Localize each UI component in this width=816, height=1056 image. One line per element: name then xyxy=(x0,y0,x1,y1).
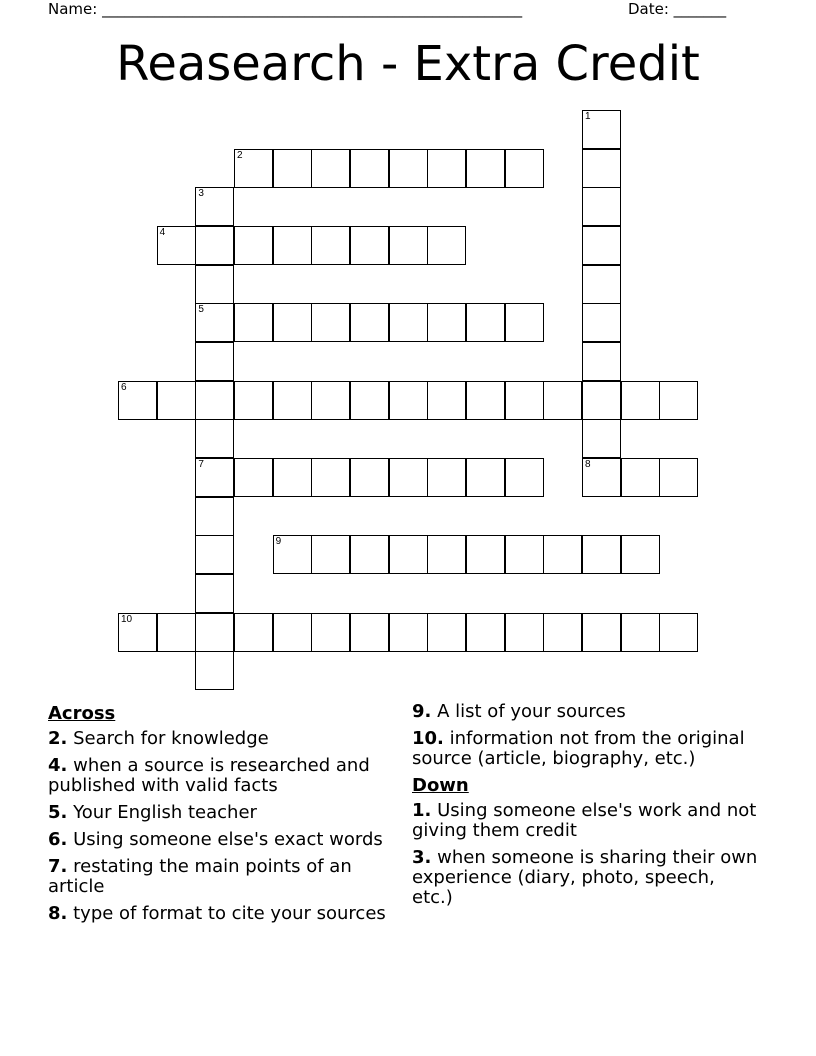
crossword-cell[interactable] xyxy=(505,381,544,420)
date-field-label: Date: _______ xyxy=(628,0,727,18)
crossword-cell[interactable] xyxy=(350,458,389,497)
crossword-cell[interactable] xyxy=(350,381,389,420)
crossword-cell[interactable] xyxy=(389,303,428,342)
crossword-cell[interactable] xyxy=(234,149,273,188)
crossword-cell[interactable] xyxy=(273,381,312,420)
crossword-cell[interactable] xyxy=(621,381,660,420)
crossword-cell[interactable] xyxy=(350,613,389,652)
clue-item-text: A list of your sources xyxy=(437,701,626,722)
crossword-cell[interactable] xyxy=(582,342,621,381)
name-field-label: Name: ________________________________________________________ xyxy=(48,0,523,18)
clue-item-text: type of format to cite your sources xyxy=(73,903,386,924)
crossword-cell[interactable] xyxy=(195,303,234,342)
clue-item-number: 4. xyxy=(48,755,68,776)
clue-item-number: 10. xyxy=(412,728,444,749)
crossword-cell[interactable] xyxy=(118,381,157,420)
down-clue-list xyxy=(412,801,758,908)
clue-item-text: Using someone else's work and not giving them credit xyxy=(412,800,757,841)
crossword-cell[interactable] xyxy=(659,381,698,420)
crossword-cell[interactable] xyxy=(389,535,428,574)
crossword-cell[interactable] xyxy=(543,535,582,574)
crossword-cell[interactable] xyxy=(195,613,234,652)
page-title: Reasearch - Extra Credit xyxy=(116,36,700,92)
crossword-cell[interactable] xyxy=(582,265,621,304)
clue-item-number: 2. xyxy=(48,728,68,749)
crossword-cell[interactable] xyxy=(543,613,582,652)
clue-number: 4 xyxy=(159,227,166,238)
clue-item xyxy=(412,702,758,722)
clue-item-text: Your English teacher xyxy=(73,802,257,823)
clue-item-number: 8. xyxy=(48,903,68,924)
clue-item xyxy=(48,830,394,850)
crossword-cell[interactable] xyxy=(466,613,505,652)
crossword-cell[interactable] xyxy=(427,381,466,420)
crossword-cell[interactable] xyxy=(195,535,234,574)
crossword-cell[interactable] xyxy=(234,381,273,420)
crossword-cell[interactable] xyxy=(273,303,312,342)
crossword-cell[interactable] xyxy=(582,187,621,226)
crossword-cell[interactable] xyxy=(118,613,157,652)
crossword-cell[interactable] xyxy=(427,535,466,574)
clue-number: 1 xyxy=(585,111,591,122)
crossword-cell[interactable] xyxy=(350,149,389,188)
clue-item xyxy=(48,803,394,823)
crossword-cell[interactable] xyxy=(505,149,544,188)
crossword-cell[interactable] xyxy=(195,187,234,226)
clue-item xyxy=(412,801,758,841)
crossword-cell[interactable] xyxy=(427,458,466,497)
clue-item-text: when a source is researched and published with valid facts xyxy=(48,755,370,796)
clue-item-number: 3. xyxy=(412,847,432,868)
clue-item-number: 1. xyxy=(412,800,432,821)
crossword-cell[interactable] xyxy=(273,458,312,497)
crossword-cell[interactable] xyxy=(195,342,234,381)
crossword-cell[interactable] xyxy=(311,226,350,265)
crossword-cell[interactable] xyxy=(466,303,505,342)
clue-number: 10 xyxy=(121,613,133,625)
clue-item-text: restating the main points of an article xyxy=(48,856,352,897)
crossword-cell[interactable] xyxy=(195,226,234,265)
crossword-cell[interactable] xyxy=(582,419,621,458)
crossword-cell[interactable] xyxy=(427,226,466,265)
crossword-cell[interactable] xyxy=(466,149,505,188)
clue-item-number: 7. xyxy=(48,856,68,877)
crossword-cell[interactable] xyxy=(195,497,234,536)
clue-item-number: 5. xyxy=(48,802,68,823)
clue-number: 9 xyxy=(275,536,282,548)
clues-column-left xyxy=(48,702,394,931)
clue-item-text: when someone is sharing their own experience (diary, photo, speech, etc.) xyxy=(412,847,758,908)
crossword-cell[interactable] xyxy=(195,574,234,613)
crossword-cell[interactable] xyxy=(195,381,234,420)
crossword-cell[interactable] xyxy=(389,226,428,265)
crossword-cell[interactable] xyxy=(234,458,273,497)
crossword-cell[interactable] xyxy=(582,381,621,420)
crossword-cell[interactable] xyxy=(157,381,196,420)
clue-item xyxy=(48,857,394,897)
crossword-cell[interactable] xyxy=(505,613,544,652)
across-heading: Across xyxy=(48,703,116,724)
crossword-cell[interactable] xyxy=(505,303,544,342)
clue-item-text: Using someone else's exact words xyxy=(73,829,383,850)
crossword-cell[interactable] xyxy=(582,535,621,574)
crossword-cell[interactable] xyxy=(582,226,621,265)
clue-number: 2 xyxy=(237,149,243,161)
crossword-cell[interactable] xyxy=(195,651,234,690)
crossword-cell[interactable] xyxy=(389,149,428,188)
clue-number: 3 xyxy=(198,188,204,200)
crossword-cell[interactable] xyxy=(505,458,544,497)
crossword-cell[interactable] xyxy=(659,458,698,497)
clue-number: 6 xyxy=(121,381,127,393)
crossword-cell[interactable] xyxy=(582,149,621,188)
clue-item xyxy=(412,848,758,908)
clue-item xyxy=(48,729,394,749)
crossword-cell[interactable] xyxy=(350,535,389,574)
crossword-cell[interactable] xyxy=(311,458,350,497)
crossword-cell[interactable] xyxy=(350,226,389,265)
crossword-cell[interactable] xyxy=(195,265,234,304)
clue-number: 8 xyxy=(585,459,591,471)
crossword-cell[interactable] xyxy=(427,303,466,342)
crossword-cell[interactable] xyxy=(273,149,312,188)
clues-column-right xyxy=(412,702,758,915)
crossword-cell[interactable] xyxy=(389,613,428,652)
crossword-cell[interactable] xyxy=(582,458,621,497)
crossword-cell[interactable] xyxy=(543,381,582,420)
crossword-cell[interactable] xyxy=(582,613,621,652)
crossword-cell[interactable] xyxy=(273,613,312,652)
clue-item xyxy=(48,904,394,924)
crossword-cell[interactable] xyxy=(195,419,234,458)
crossword-cell[interactable] xyxy=(389,458,428,497)
clue-item xyxy=(412,729,758,769)
crossword-cell[interactable] xyxy=(389,381,428,420)
crossword-cell[interactable] xyxy=(466,535,505,574)
crossword-cell[interactable] xyxy=(466,381,505,420)
crossword-cell[interactable] xyxy=(350,303,389,342)
clue-item-number: 6. xyxy=(48,829,68,850)
crossword-cell[interactable] xyxy=(273,226,312,265)
crossword-cell[interactable] xyxy=(311,149,350,188)
crossword-cell[interactable] xyxy=(582,303,621,342)
crossword-cell[interactable] xyxy=(621,535,660,574)
crossword-cell[interactable] xyxy=(427,149,466,188)
crossword-cell[interactable] xyxy=(466,458,505,497)
crossword-cell[interactable] xyxy=(234,303,273,342)
crossword-cell[interactable] xyxy=(311,303,350,342)
crossword-cell[interactable] xyxy=(195,458,234,497)
crossword-cell[interactable] xyxy=(427,613,466,652)
clue-item-number: 9. xyxy=(412,701,432,722)
crossword-cell[interactable] xyxy=(505,535,544,574)
down-heading: Down xyxy=(412,775,469,796)
clue-item-text: information not from the original source (article, biography, etc.) xyxy=(412,728,745,769)
clue-number: 5 xyxy=(198,304,204,316)
crossword-cell[interactable] xyxy=(311,381,350,420)
crossword-cell[interactable] xyxy=(157,613,196,652)
crossword-cell[interactable] xyxy=(311,613,350,652)
crossword-cell[interactable] xyxy=(157,226,196,265)
clue-item xyxy=(48,756,394,796)
crossword-cell[interactable] xyxy=(273,535,312,574)
crossword-cell[interactable] xyxy=(234,613,273,652)
crossword-cell[interactable] xyxy=(582,110,621,149)
clue-number: 7 xyxy=(198,459,204,471)
crossword-cell[interactable] xyxy=(311,535,350,574)
crossword-cell[interactable] xyxy=(659,613,698,652)
crossword-cell[interactable] xyxy=(621,613,660,652)
crossword-cell[interactable] xyxy=(234,226,273,265)
across-clue-list-continued xyxy=(412,702,758,769)
across-clue-list xyxy=(48,729,394,924)
crossword-cell[interactable] xyxy=(621,458,660,497)
clue-item-text: Search for knowledge xyxy=(73,728,269,749)
